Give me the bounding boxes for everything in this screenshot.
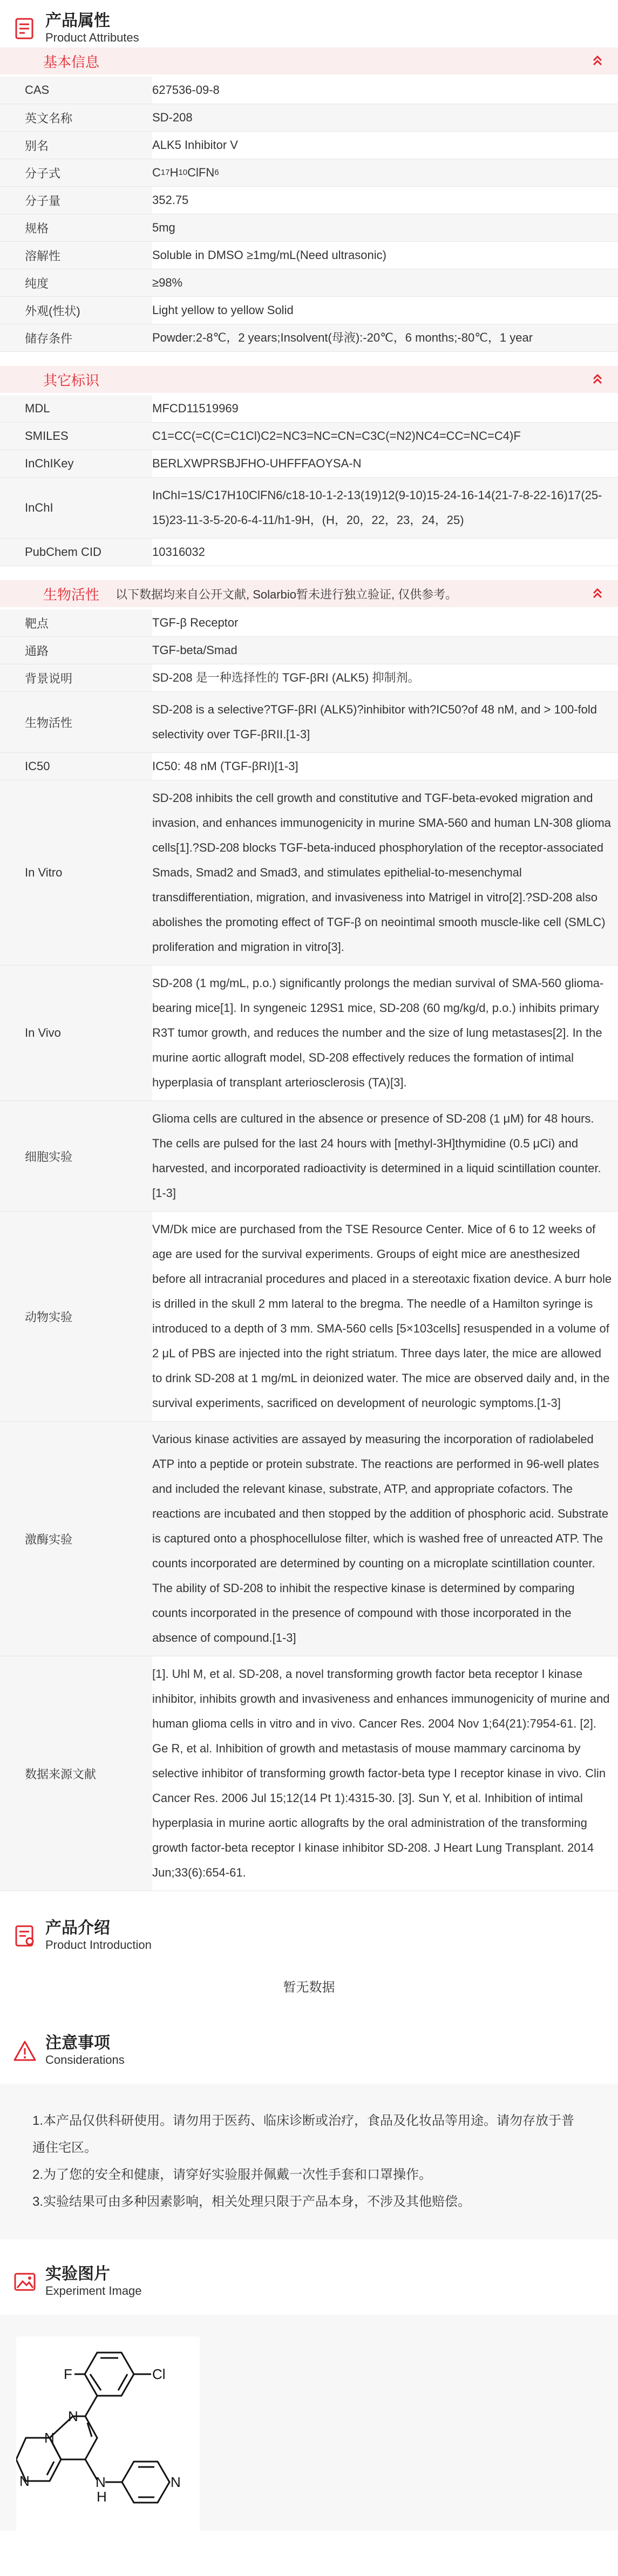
considerations-subtitle: Considerations [45,2053,125,2067]
row-value: SD-208 [152,104,618,131]
experiment-image-area [0,2315,618,2531]
table-row [0,159,618,187]
atom-label: N [171,2474,181,2490]
table-row [0,395,618,423]
basic-info-bar[interactable] [0,47,618,74]
row-value: 352.75 [152,187,618,214]
row-label: CAS [0,77,152,104]
chevron-double-up-icon[interactable] [590,586,605,601]
introduction-subtitle: Product Introduction [45,1938,152,1952]
table-row [0,966,618,1101]
considerations-title: 注意事项 [45,2034,110,2052]
attributes-title: 产品属性 [45,12,110,30]
table-row [0,324,618,352]
row-value: 10316032 [152,539,618,566]
table-row [0,1656,618,1891]
row-label: 分子式 [0,159,152,186]
row-value: SD-208 是一种选择性的 TGF-βRI (ALK5) 抑制剂。 [152,664,618,691]
row-value: TGF-β Receptor [152,609,618,636]
row-label: 背景说明 [0,664,152,691]
row-label: In Vitro [0,780,152,965]
table-row [0,450,618,478]
introduction-header [0,1907,618,1955]
row-value: BERLXWPRSBJFHO-UHFFFAOYSA-N [152,450,618,477]
table-row [0,539,618,566]
row-label: 细胞实验 [0,1101,152,1211]
table-row [0,664,618,692]
table-row [0,609,618,637]
row-value: MFCD11519969 [152,395,618,422]
row-label: SMILES [0,423,152,450]
row-label: 别名 [0,132,152,159]
consideration-item: 2.为了您的安全和健康，请穿好实验服并佩戴一次性手套和口罩操作。 [32,2167,432,2182]
atom-label: N [68,2408,78,2424]
basic-info-title: 基本信息 [43,53,100,70]
chemical-structure [16,2336,200,2531]
experiment-title: 实验图片 [45,2265,110,2283]
row-label: 规格 [0,214,152,241]
atom-label: H [97,2489,107,2505]
bioactivity-disclaimer: 以下数据均来自公开文献, Solarbio暂未进行独立验证, 仅供参考。 [116,587,458,601]
document-icon [13,17,37,40]
table-row [0,297,618,324]
row-value: 627536-09-8 [152,77,618,104]
table-row [0,187,618,214]
row-value: 5mg [152,214,618,241]
bioactivity-bar[interactable] [0,580,618,607]
image-icon [13,2270,37,2294]
row-value: ≥98% [152,269,618,296]
table-row [0,1101,618,1212]
row-label: 英文名称 [0,104,152,131]
table-row [0,77,618,104]
experiment-header [0,2253,618,2301]
row-label: InChI [0,478,152,538]
document-edit-icon [13,1924,37,1948]
row-label: InChIKey [0,450,152,477]
chevron-double-up-icon[interactable] [590,372,605,387]
row-label: 生物活性 [0,692,152,752]
atom-label: N [96,2474,106,2490]
bioactivity-table [0,609,618,1891]
consideration-item: 3.实验结果可由多种因素影响，相关处理只限于产品本身，不涉及其他赔偿。 [32,2194,471,2209]
row-label: PubChem CID [0,539,152,566]
row-label: 溶解性 [0,242,152,269]
row-value: VM/Dk mice are purchased from the TSE Resource Center. Mice of 6 to 12 weeks of age are used for the survival experiments. Groups of eight mice are anesthesized before all intracranial procedures and placed in a stereotaxic fixation device. A burr hole is drilled in the skull 2 mm lateral to the bregma. The needle of a Hamilton syringe is introduced to a depth of 3 mm. SMA-560 cells [5×103cells] resuspended in a volume of 2 μL of PBS are injected into the right striatum. Three days later, the mice are allowed to drink SD-208 at 1 mg/mL in deionized water. The mice are observed daily and, in the survival experiments, sacrificed on development of neurologic symptoms.[1-3] [152,1212,618,1421]
row-label: 外观(性状) [0,297,152,324]
considerations-header [0,2022,618,2070]
warning-icon [13,2039,37,2063]
table-row [0,478,618,539]
row-value: SD-208 (1 mg/mL, p.o.) significantly prolongs the median survival of SMA-560 glioma-bearing mice[1]. In syngeneic 129S1 mice, SD-208 (60 mg/kg/d, p.o.) inhibits primary R3T tumor growth, and reduces the number and the size of lung metastases[2]. In the murine aortic allograft model, SD-208 effectively reduces the formation of intimal hyperplasia of transplant arteriosclerosis (TA)[3]. [152,966,618,1100]
identifiers-title: 其它标识 [43,372,100,389]
row-label: MDL [0,395,152,422]
row-label: In Vivo [0,966,152,1100]
row-label: 激酶实验 [0,1422,152,1656]
row-value: ALK5 Inhibitor V [152,132,618,159]
identifiers-bar[interactable] [0,366,618,393]
table-row [0,753,618,780]
considerations-list [0,2084,618,2239]
chevron-double-up-icon[interactable] [590,53,605,69]
row-label: IC50 [0,753,152,780]
atom-label: F [64,2366,72,2382]
row-value: SD-208 is a selective?TGF-βRI (ALK5)?inhibitor with?IC50?of 48 nM, and > 100-fold selectivity over TGF-βRII.[1-3] [152,692,618,752]
atom-label: N [19,2473,30,2489]
atom-label: N [44,2430,55,2446]
table-row [0,132,618,159]
structure-image[interactable] [16,2336,200,2531]
row-value: C1=CC(=C(C=C1Cl)C2=NC3=NC=CN=C3C(=N2)NC4=CC=NC=C4)F [152,423,618,450]
table-row [0,269,618,297]
row-label: 数据来源文献 [0,1656,152,1891]
attributes-header [0,0,618,47]
introduction-title: 产品介绍 [45,1919,110,1937]
row-value: Various kinase activities are assayed by measuring the incorporation of radiolabeled ATP into a peptide or protein substrate. The reactions are performed in 96-well plates and included the relevant kinase, substrate, ATP, and appropriate cofactors. The reactions are incubated and then stopped by the addition of phosphoric acid. Substrate is captured onto a phosphocellulose filter, which is washed free of unreacted ATP. The counts incorporated are determined by counting on a microplate scintillation counter. The ability of SD-208 to inhibit the respective kinase is determined by comparing counts incorporated in the presence of compound with those incorporated in the absence of compound.[1-3] [152,1422,618,1656]
table-row [0,1422,618,1656]
row-label: 动物实验 [0,1212,152,1421]
identifiers-table [0,395,618,566]
bioactivity-title: 生物活性 [43,586,100,603]
consideration-item: 1.本产品仅供科研使用。请勿用于医药、临床诊断或治疗，食品及化妆品等用途。请勿存放于普通住宅区。 [32,2113,575,2155]
atom-label: Cl [152,2366,166,2382]
row-value: Powder:2-8℃，2 years;Insolvent(母液):-20℃，6 months;-80℃，1 year [152,324,618,351]
row-value: Glioma cells are cultured in the absence or presence of SD-208 (1 μM) for 48 hours. The cells are pulsed for the last 24 hours with [methyl-3H]thymidine (0.5 μCi) and harvested, and incorporated radioactivity is determined in a liquid scintillation counter.[1-3] [152,1101,618,1211]
row-value: IC50: 48 nM (TGF-βRI)[1-3] [152,753,618,780]
table-row [0,214,618,242]
row-value: C 17 H 10 ClFN 6 [152,159,618,186]
row-value: [1]. Uhl M, et al. SD-208, a novel transforming growth factor beta receptor I kinase inhibitor, inhibits growth and invasiveness and enhances immunogenicity of murine and human glioma cells in vitro and in vivo. Cancer Res. 2004 Nov 1;64(21):7954-61. [2]. Ge R, et al. Inhibition of growth and metastasis of mouse mammary carcinoma by selective inhibitor of transforming growth factor-beta type I receptor kinase in vivo. Clin Cancer Res. 2006 Jul 15;12(14 Pt 1):4315-30. [3]. Sun Y, et al. Inhibition of intimal hyperplasia in murine aortic allografts by the oral administration of the transforming growth factor-beta receptor I kinase inhibitor SD-208. J Heart Lung Transplant. 2014 Jun;33(6):654-61. [152,1656,618,1891]
row-value: SD-208 inhibits the cell growth and constitutive and TGF-beta-evoked migration and invasion, and enhances immunogenicity in murine SMA-560 and human LN-308 glioma cells[1].?SD-208 blocks TGF-beta-induced phosphorylation of the receptor-associated Smads, Smad2 and Smad3, and stimulates epithelial-to-mesenchymal transdifferentiation, migration, and invasiveness into Matrigel in vitro[2].?SD-208 also abolishes the promoting effect of TGF-β on neointimal smooth muscle-like cell (SMLC) proliferation and migration in vitro[3]. [152,780,618,965]
basic-info-table [0,77,618,352]
table-row [0,104,618,132]
row-value: Light yellow to yellow Solid [152,297,618,324]
table-row [0,423,618,450]
table-row [0,1212,618,1422]
table-row [0,780,618,966]
table-row [0,692,618,753]
row-value: Soluble in DMSO ≥1mg/mL(Need ultrasonic) [152,242,618,269]
table-row [0,242,618,269]
table-row [0,637,618,664]
row-label: 纯度 [0,269,152,296]
row-value: InChI=1S/C17H10ClFN6/c18-10-1-2-13(19)12(9-10)15-24-16-14(21-7-8-22-16)17(25-15)23-11-3-5-20-6-4-11/h1-9H，(H，20，22，23，24，25) [152,478,618,538]
no-data-text: 暂无数据 [283,1980,335,1995]
row-label: 分子量 [0,187,152,214]
row-label: 靶点 [0,609,152,636]
attributes-subtitle: Product Attributes [45,31,139,44]
row-value: TGF-beta/Smad [152,637,618,664]
experiment-subtitle: Experiment Image [45,2284,142,2298]
row-label: 储存条件 [0,324,152,351]
row-label: 通路 [0,637,152,664]
